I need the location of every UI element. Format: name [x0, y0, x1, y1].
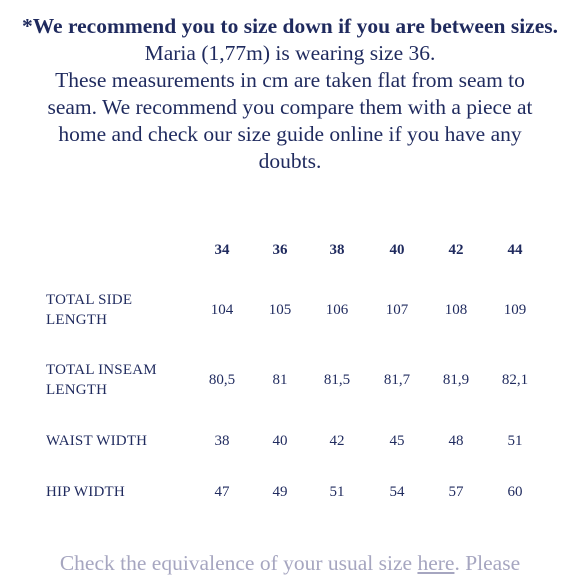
footer-text-suffix: . Please	[454, 551, 521, 575]
table-cell: 108	[444, 302, 468, 318]
table-cell: 81,5	[323, 372, 351, 388]
table-cell: 105	[268, 302, 292, 318]
model-size-note: Maria (1,77m) is wearing size 36.	[144, 41, 436, 65]
table-cell: 47	[214, 484, 230, 500]
size-header-44: 44	[507, 242, 523, 258]
row-label-waist-width: WAIST WIDTH	[46, 433, 148, 449]
table-cell: 48	[448, 433, 464, 449]
row-label-hip-width: HIP WIDTH	[46, 484, 125, 500]
table-cell: 40	[272, 433, 288, 449]
footer-text-prefix: Check the equivalence of your usual size	[59, 551, 418, 575]
row-label-total-inseam-length: TOTAL INSEAM LENGTH	[46, 362, 157, 398]
table-cell: 51	[507, 433, 523, 449]
table-cell: 109	[503, 302, 527, 318]
size-equivalence-note	[0, 550, 580, 577]
size-equivalence-link[interactable]: here	[417, 551, 455, 575]
size-header-40: 40	[389, 242, 405, 258]
table-cell: 38	[214, 433, 230, 449]
table-cell: 104	[210, 302, 234, 318]
table-cell: 54	[389, 484, 405, 500]
table-cell: 49	[272, 484, 288, 500]
table-cell: 45	[389, 433, 405, 449]
table-cell: 82,1	[501, 372, 529, 388]
size-header-36: 36	[272, 242, 288, 258]
size-header-34: 34	[214, 242, 230, 258]
size-recommendation-headline: *We recommend you to size down if you are between sizes.	[21, 14, 559, 38]
table-cell: 81,7	[383, 372, 411, 388]
table-cell: 80,5	[208, 372, 236, 388]
table-cell: 42	[329, 433, 345, 449]
size-header-42: 42	[448, 242, 464, 258]
table-cell: 81,9	[442, 372, 470, 388]
measurement-note: These measurements in cm are taken flat from seam to seam. We recommend you compare them with a piece at home and check our size guide online if you have any doubts.	[47, 68, 533, 173]
table-cell: 51	[329, 484, 345, 500]
table-cell: 57	[448, 484, 464, 500]
table-cell: 106	[325, 302, 349, 318]
table-cell: 81	[272, 372, 288, 388]
size-header-38: 38	[329, 242, 345, 258]
row-label-total-side-length: TOTAL SIDE LENGTH	[46, 292, 133, 328]
table-cell: 60	[507, 484, 523, 500]
table-cell: 107	[385, 302, 409, 318]
